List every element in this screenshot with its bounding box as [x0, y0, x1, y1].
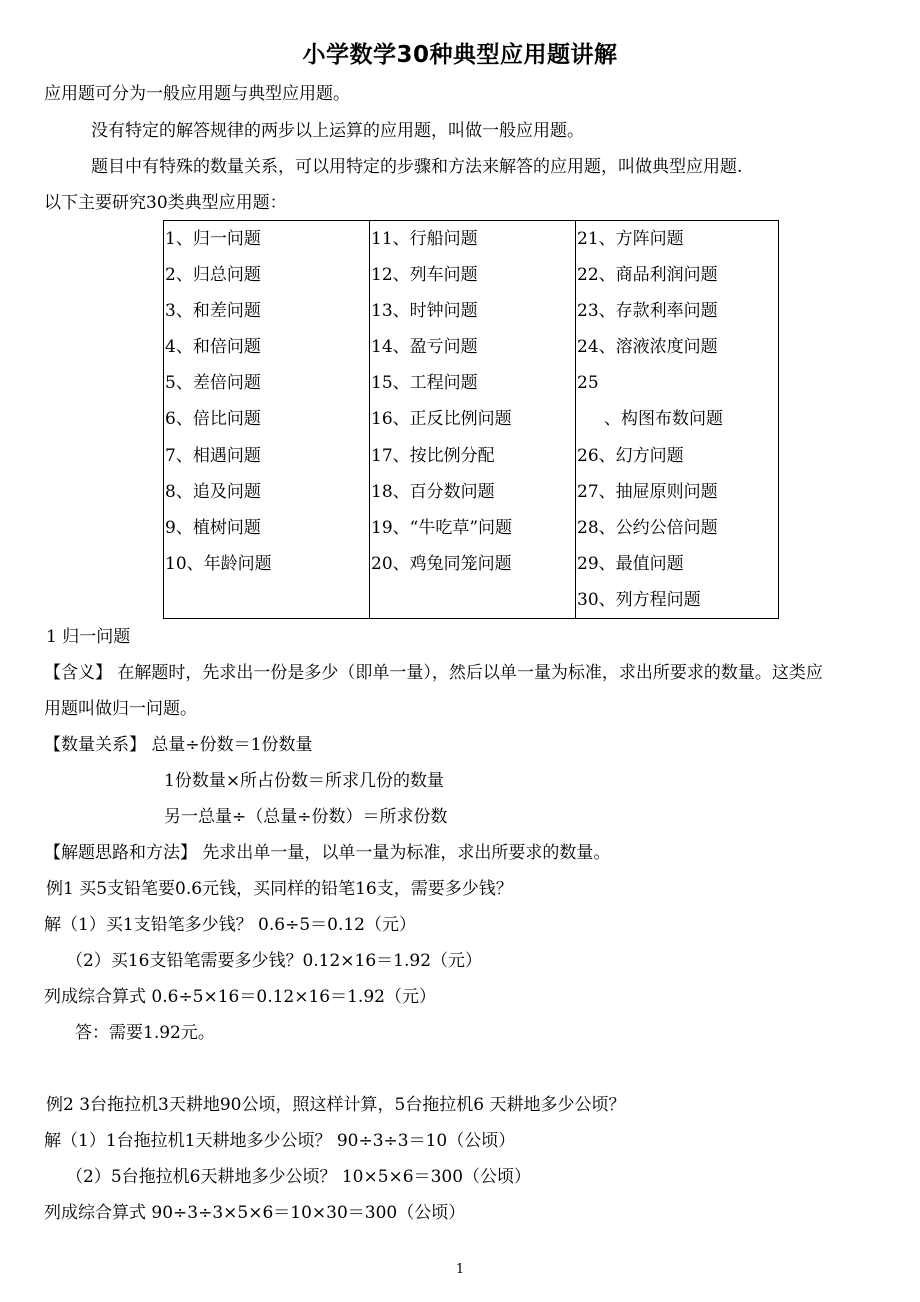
topic-item: 11、行船问题 [371, 229, 478, 249]
topic-item: 7、相遇问题 [165, 445, 261, 466]
example-answer: 答：需要1.92元。 [75, 1023, 215, 1043]
topic-item: 9、植树问题 [165, 517, 261, 538]
quantity-relation: 1份数量×所占份数＝所求几份的数量 [164, 771, 445, 791]
topics-column-1 [164, 221, 370, 619]
topic-item: 8、追及问题 [165, 481, 261, 502]
topic-item: 27、抽屉原则问题 [577, 481, 718, 502]
example-step: （2）买16支铅笔需要多少钱？0.12×16＝1.92（元） [66, 951, 483, 971]
topic-item: 25 [577, 373, 599, 394]
topic-item: 24、溶液浓度问题 [577, 337, 718, 358]
quantity-relation: 【数量关系】 总量÷份数＝1份数量 [44, 735, 313, 755]
solution-method: 【解题思路和方法】 先求出单一量，以单一量为标准，求出所要求的数量。 [44, 843, 611, 863]
topics-column-3 [576, 221, 779, 619]
topic-item: 26、幻方问题 [577, 445, 684, 466]
topic-item: 19、“牛吃草”问题 [371, 517, 513, 538]
meaning-text: 用题叫做归一问题。 [44, 699, 197, 719]
topic-item: 15、工程问题 [371, 373, 478, 394]
topic-item: 21、方阵问题 [577, 229, 684, 249]
topic-item: 17、按比例分配 [371, 445, 495, 466]
topic-item: 12、列车问题 [371, 265, 478, 286]
example-step: （2）5台拖拉机6天耕地多少公顷？ 10×5×6＝300（公顷） [66, 1167, 532, 1187]
topic-item: 5、差倍问题 [165, 373, 261, 394]
topic-item: 2、归总问题 [165, 265, 261, 286]
topic-item: 22、商品利润问题 [577, 265, 718, 286]
topics-column-2 [370, 221, 576, 619]
example-step: 解（1）买1支铅笔多少钱？ 0.6÷5＝0.12（元） [44, 915, 416, 935]
topic-item: 13、时钟问题 [371, 301, 478, 322]
topic-item: 1、归一问题 [165, 229, 261, 249]
topic-item: 23、存款利率问题 [577, 301, 718, 322]
section-heading: 1 归一问题 [46, 627, 131, 647]
quantity-relation: 另一总量÷（总量÷份数）＝所求份数 [164, 807, 448, 827]
topic-item: 10、年龄问题 [165, 553, 272, 574]
page-title: 小学数学30种典型应用题讲解 [302, 42, 618, 68]
topic-item: 20、鸡兔同笼问题 [371, 553, 512, 574]
intro-line: 题目中有特殊的数量关系，可以用特定的步骤和方法来解答的应用题，叫做典型应用题. [91, 157, 743, 177]
example-formula: 列成综合算式 0.6÷5×16＝0.12×16＝1.92（元） [44, 987, 436, 1007]
topic-item: 14、盈亏问题 [371, 337, 478, 358]
topic-item: 4、和倍问题 [165, 337, 261, 358]
topic-item: 16、正反比例问题 [371, 409, 512, 430]
topic-item: 3、和差问题 [165, 301, 261, 322]
example-formula: 列成综合算式 90÷3÷3×5×6＝10×30＝300（公顷） [44, 1203, 466, 1223]
example-question: 例1 买5支铅笔要0.6元钱，买同样的铅笔16支，需要多少钱？ [46, 879, 513, 899]
topic-item: 30、列方程问题 [577, 589, 701, 610]
topic-item: 18、百分数问题 [371, 481, 495, 502]
meaning-text: 【含义】 在解题时，先求出一份是多少（即单一量），然后以单一量为标准，求出所要求的数量。这类应 [44, 663, 823, 683]
topic-item: 28、公约公倍问题 [577, 517, 718, 538]
topic-item: 29、最值问题 [577, 553, 684, 574]
topics-table [163, 220, 779, 619]
intro-line: 应用题可分为一般应用题与典型应用题。 [44, 84, 350, 104]
topic-item: 、构图布数问题 [604, 409, 723, 430]
page-number: 1 [455, 1262, 465, 1277]
example-step: 解（1）1台拖拉机1天耕地多少公顷？ 90÷3÷3＝10（公顷） [44, 1131, 516, 1151]
example-question: 例2 3台拖拉机3天耕地90公顷，照这样计算，5台拖拉机6 天耕地多少公顷？ [46, 1095, 626, 1115]
topic-item: 6、倍比问题 [165, 409, 261, 430]
intro-line: 没有特定的解答规律的两步以上运算的应用题，叫做一般应用题。 [91, 121, 584, 141]
intro-line: 以下主要研究30类典型应用题： [44, 193, 287, 213]
